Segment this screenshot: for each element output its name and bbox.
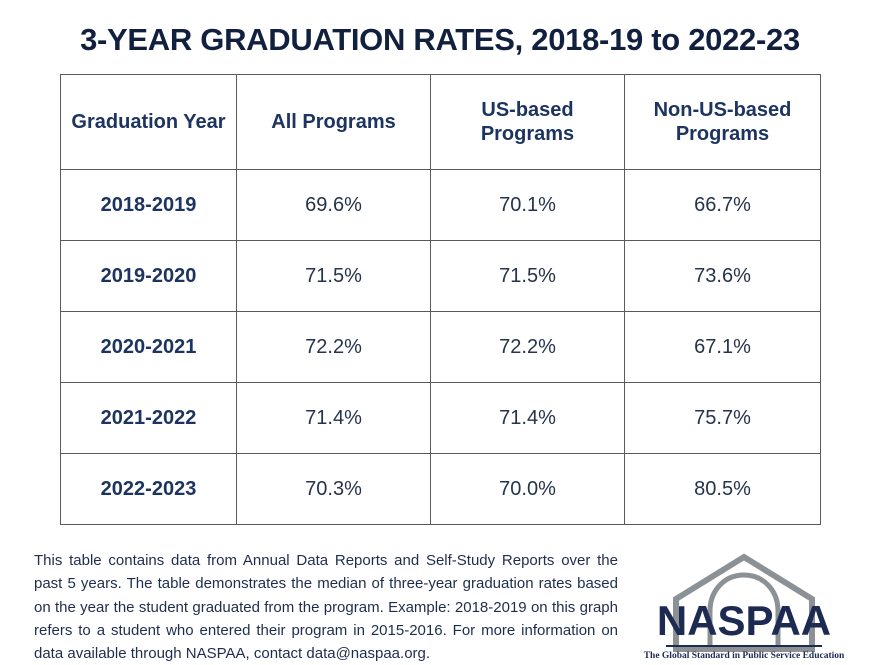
- table-row: [61, 170, 821, 241]
- table-row: [61, 312, 821, 383]
- cell-non-us-based-programs: 80.5%: [625, 454, 821, 525]
- cell-us-based-programs: 71.5%: [431, 241, 625, 312]
- table-body: [61, 170, 821, 525]
- cell-all-programs: 71.4%: [237, 383, 431, 454]
- graduation-rates-table-wrapper: [60, 74, 820, 525]
- cell-us-based-programs: 70.1%: [431, 170, 625, 241]
- row-header-year: 2018-2019: [61, 170, 237, 241]
- table-row: [61, 454, 821, 525]
- table-row: [61, 241, 821, 312]
- row-header-year: 2020-2021: [61, 312, 237, 383]
- cell-non-us-based-programs: 67.1%: [625, 312, 821, 383]
- naspaa-wordmark: NASPAA: [656, 597, 832, 644]
- row-header-year: 2022-2023: [61, 454, 237, 525]
- table-header: [61, 75, 821, 170]
- naspaa-tagline: The Global Standard in Public Service Education: [643, 651, 845, 661]
- column-header-non-us-based-programs: Non-US-based Programs: [625, 75, 821, 170]
- column-header-all-programs: All Programs: [237, 75, 431, 170]
- row-header-year: 2021-2022: [61, 383, 237, 454]
- cell-us-based-programs: 70.0%: [431, 454, 625, 525]
- page-title: 3-YEAR GRADUATION RATES, 2018-19 to 2022-23: [80, 22, 800, 57]
- cell-non-us-based-programs: 75.7%: [625, 383, 821, 454]
- row-header-year: 2019-2020: [61, 241, 237, 312]
- naspaa-logo: [636, 553, 852, 663]
- cell-non-us-based-programs: 73.6%: [625, 241, 821, 312]
- footnote-text: This table contains data from Annual Data Reports and Self-Study Reports over the past 5 years. The table demonstrates the median of three-year graduation rates based on the year the student graduated from the program. Example: 2018-2019 on this graph refers to a student who entered their program in 2015-2016. For more information on data available through NASPAA, contact data@naspaa.org.: [34, 552, 618, 662]
- cell-all-programs: 72.2%: [237, 312, 431, 383]
- cell-all-programs: 69.6%: [237, 170, 431, 241]
- graduation-rates-table: [60, 74, 821, 525]
- cell-non-us-based-programs: 66.7%: [625, 170, 821, 241]
- column-header-graduation-year: Graduation Year: [61, 75, 237, 170]
- table-row: [61, 383, 821, 454]
- cell-us-based-programs: 71.4%: [431, 383, 625, 454]
- table-header-row: [61, 75, 821, 170]
- column-header-us-based-programs: US-based Programs: [431, 75, 625, 170]
- footer: [0, 549, 880, 665]
- naspaa-logo-mark: [636, 553, 852, 663]
- cell-all-programs: 70.3%: [237, 454, 431, 525]
- cell-all-programs: 71.5%: [237, 241, 431, 312]
- cell-us-based-programs: 72.2%: [431, 312, 625, 383]
